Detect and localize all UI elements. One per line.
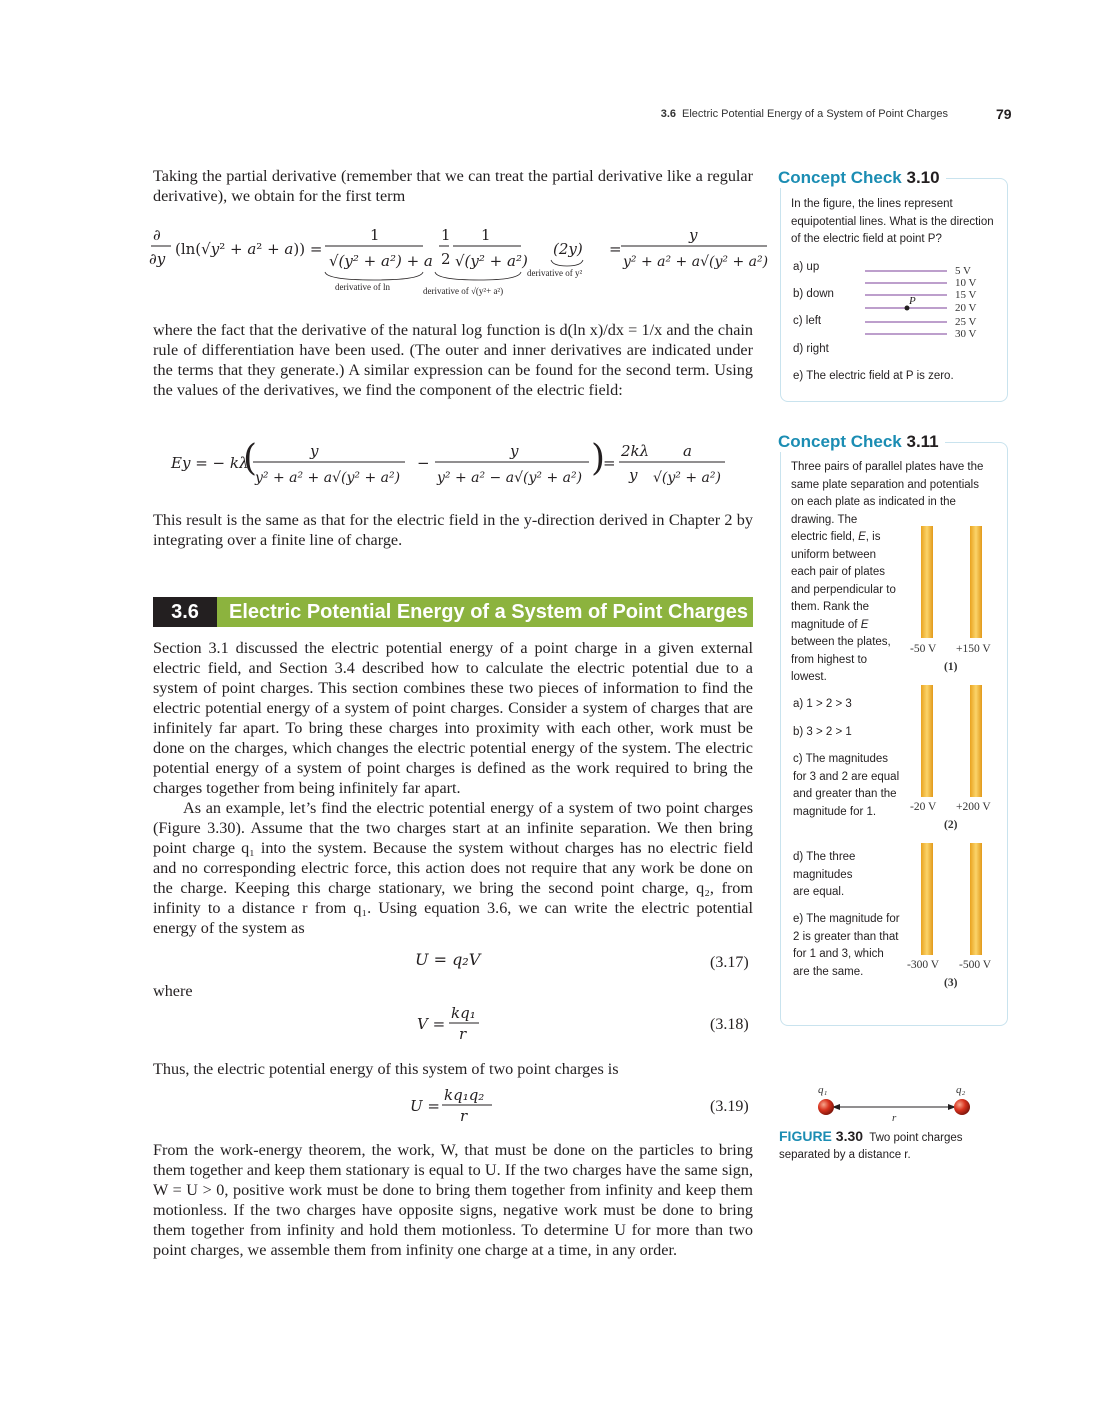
plate-3-left-voltage: -300 V bbox=[907, 959, 940, 971]
where-text: where bbox=[153, 982, 193, 1000]
plate-2-label: (2) bbox=[944, 819, 958, 831]
svg-text:): ) bbox=[591, 438, 606, 479]
concept-check-3-10-title: Concept Check 3.10 bbox=[778, 168, 946, 188]
svg-text:derivative of y²: derivative of y² bbox=[527, 268, 583, 278]
svg-text:=: = bbox=[609, 240, 622, 258]
plate-1-left-voltage: -50 V bbox=[910, 643, 937, 655]
svg-text:derivative of √(y²+ a²): derivative of √(y²+ a²) bbox=[423, 286, 504, 296]
plate-1-left bbox=[921, 526, 933, 638]
equation-electric-field bbox=[165, 436, 735, 492]
parallel-plates-diagram bbox=[904, 520, 1004, 1000]
svg-text:−: − bbox=[417, 454, 430, 472]
paragraph-work-energy: From the work-energy theorem, the work, W, that must be done on the particles to bring them together and keep them stationary is equal to U. If the two charges have the same sign, W = U > 0, positive work must be done to bring them together from infinity and keep them motionless. If the two charges have opposite signs, negative work must be done to bring them together from infinity and hold them motionless. To determine U for more than two point charges, we assemble them from infinity one charge at a time, in any order. bbox=[153, 1141, 753, 1259]
section-title: Electric Potential Energy of a System of Point Charges bbox=[229, 601, 749, 623]
plate-2-left-voltage: -20 V bbox=[910, 801, 937, 813]
svg-text:V =: V = bbox=[417, 1015, 446, 1033]
svg-text:y: y bbox=[689, 226, 698, 244]
svg-text:derivative of ln: derivative of ln bbox=[335, 282, 390, 292]
plate-2-left bbox=[921, 685, 933, 797]
cc310-option-d[interactable]: d) right bbox=[793, 343, 829, 355]
paragraph-intro-section: Section 3.1 discussed the electric potential energy of a point charge in a given external electric field, and Section 3.4 described how to calculate the electric potential due to a system of point charges. This section combines these two pieces of information to find the electric potential energy of a system of point charges. Consider a system of charges that are infinitely far apart. To bring these charges into proximity with each other, work must be done on the charges, which changes the electric potential energy of the system. The electric potential energy of a system of point charges is defined as the work required to bring the charges together from being infinitely far apart. bbox=[153, 639, 753, 797]
paragraph-example: As an example, let’s find the electric potential energy of a system of two point charges (Figure 3.30). Assume that the two charges start at an infinite separation. We then bring point charge q₁ into the system. Because the system without charges has no electric field and no corresponding electric force, this action does not require that any work be done on the charge. Keeping this charge stationary, we bring the second point charge, q₂, from infinity to a distance r from q₁. Using equation 3.6, we can write the electric potential energy of the system as bbox=[153, 799, 753, 937]
svg-text:(2y): (2y) bbox=[553, 240, 583, 258]
plate-3-left bbox=[921, 843, 933, 955]
plate-3-right-voltage: -500 V bbox=[959, 959, 992, 971]
eq1-ln: (ln(√y² + a² + a)) = bbox=[175, 240, 323, 258]
svg-text:√(y² + a²) + a: √(y² + a²) + a bbox=[329, 252, 433, 270]
cc310-option-e[interactable]: e) The electric field at P is zero. bbox=[793, 370, 954, 382]
figure-3-30-caption: FIGURE 3.30 Two point charges separated by a distance r. bbox=[779, 1128, 963, 1161]
concept-check-3-10-question: In the figure, the lines represent equipotential lines. What is the direction of the electric field at point P? bbox=[791, 198, 994, 245]
svg-text:20 V: 20 V bbox=[955, 302, 977, 314]
running-header: 3.6 Electric Potential Energy of a System of Point Charges bbox=[660, 108, 948, 120]
charge-q1 bbox=[818, 1099, 834, 1115]
charge-q1-label: q₁ bbox=[818, 1084, 828, 1096]
distance-r-label: r bbox=[892, 1112, 897, 1124]
svg-text:y² + a² − a√(y² + a²): y² + a² − a√(y² + a²) bbox=[437, 470, 583, 486]
cc310-option-a[interactable]: a) up bbox=[793, 261, 820, 273]
equation-number-3-19: (3.19) bbox=[710, 1098, 749, 1115]
equation-3-18 bbox=[415, 1002, 485, 1044]
svg-text:r: r bbox=[460, 1107, 468, 1125]
svg-text:10 V: 10 V bbox=[955, 277, 977, 289]
paragraph-derivation: where the fact that the derivative of the natural log function is d(ln x)/dx = 1/x and the chain rule of differentiation have been used. (The outer and inner derivatives are indicated under the terms that they generate.) A similar expression can be found for the second term. Using the values of the derivatives, we find the component of the electric field: bbox=[153, 321, 753, 399]
section-heading bbox=[153, 597, 753, 627]
svg-text:15 V: 15 V bbox=[955, 289, 977, 301]
svg-text:y² + a² + a√(y² + a²): y² + a² + a√(y² + a²) bbox=[623, 254, 769, 270]
svg-text:∂y: ∂y bbox=[149, 250, 166, 268]
cc311-option-b[interactable]: b) 3 > 2 > 1 bbox=[793, 726, 852, 738]
equation-number-3-18: (3.18) bbox=[710, 1016, 749, 1033]
plate-2-right-voltage: +200 V bbox=[956, 801, 991, 813]
plate-1-right bbox=[970, 526, 982, 638]
svg-text:kq₁: kq₁ bbox=[451, 1004, 476, 1022]
cc310-option-c[interactable]: c) left bbox=[793, 315, 822, 327]
svg-text:a: a bbox=[683, 442, 692, 460]
plate-3-right bbox=[970, 843, 982, 955]
cc311-question: electric field, E, is uniform between each pair of plates and perpendicular to them. Rank the magnitude of E between the plates, from highest to lowest. bbox=[791, 531, 896, 683]
charge-q2 bbox=[954, 1099, 970, 1115]
cc311-option-a[interactable]: a) 1 > 2 > 3 bbox=[793, 698, 852, 710]
section-number: 3.6 bbox=[153, 597, 217, 627]
paragraph-result: This result is the same as that for the electric field in the y-direction derived in Chapter 2 by integrating over a finite line of charge. bbox=[153, 511, 753, 549]
figure-3-30-diagram bbox=[810, 1080, 980, 1124]
svg-text:U =: U = bbox=[410, 1097, 440, 1115]
cc311-question-top: Three pairs of parallel plates have the same plate separation and potentials on each plate as indicated in the drawing. The bbox=[791, 461, 984, 526]
svg-text:y² + a² + a√(y² + a²): y² + a² + a√(y² + a²) bbox=[255, 470, 401, 486]
svg-text:=: = bbox=[603, 454, 616, 472]
paragraph-energy: Thus, the electric potential energy of this system of two point charges is bbox=[153, 1060, 619, 1078]
equation-derivative bbox=[145, 218, 770, 300]
svg-text:y: y bbox=[629, 466, 638, 484]
plate-3-label: (3) bbox=[944, 977, 958, 989]
eq1-half: 1 bbox=[441, 226, 451, 244]
svg-text:(: ( bbox=[243, 438, 258, 479]
svg-text:√(y² + a²): √(y² + a²) bbox=[653, 470, 721, 486]
concept-check-3-11-title: Concept Check 3.11 bbox=[778, 432, 945, 452]
page-number: 79 bbox=[996, 106, 1012, 122]
plate-1-right-voltage: +150 V bbox=[956, 643, 991, 655]
svg-text:1: 1 bbox=[481, 226, 491, 244]
charge-q2-label: q₂ bbox=[956, 1084, 966, 1096]
cc311-option-d[interactable]: d) The three magnitudes are equal. bbox=[793, 851, 856, 898]
svg-text:5 V: 5 V bbox=[955, 265, 971, 277]
svg-text:r: r bbox=[459, 1025, 467, 1043]
plate-2-right bbox=[970, 685, 982, 797]
equation-3-19 bbox=[408, 1084, 498, 1126]
svg-text:25 V: 25 V bbox=[955, 316, 977, 328]
cc311-option-e[interactable]: e) The magnitude for 2 is greater than that for 1 and 3, which are the same. bbox=[793, 913, 900, 978]
equation-3-17: U = q₂V bbox=[415, 950, 481, 969]
intro-paragraph: Taking the partial derivative (remember that we can treat the partial derivative like a regular derivative), we obtain for the first term bbox=[153, 167, 753, 205]
svg-text:y: y bbox=[510, 442, 519, 460]
plate-1-label: (1) bbox=[944, 661, 958, 673]
eq1-lhs: ∂ bbox=[153, 226, 161, 244]
svg-text:y: y bbox=[310, 442, 319, 460]
svg-text:P: P bbox=[909, 295, 916, 307]
svg-text:30 V: 30 V bbox=[955, 328, 977, 340]
cc311-option-c[interactable]: c) The magnitudes for 3 and 2 are equal and greater than the magnitude for 1. bbox=[793, 753, 900, 818]
equipotential-diagram bbox=[865, 262, 990, 342]
cc310-option-b[interactable]: b) down bbox=[793, 288, 834, 300]
equation-number-3-17: (3.17) bbox=[710, 954, 749, 971]
svg-text:kq₁q₂: kq₁q₂ bbox=[444, 1086, 485, 1104]
svg-text:2: 2 bbox=[441, 250, 451, 268]
svg-text:2kλ: 2kλ bbox=[621, 442, 650, 460]
svg-text:1: 1 bbox=[370, 226, 380, 244]
section-body bbox=[153, 638, 753, 938]
svg-text:Ey = − kλ: Ey = − kλ bbox=[171, 454, 249, 472]
svg-text:√(y² + a²): √(y² + a²) bbox=[455, 252, 528, 270]
